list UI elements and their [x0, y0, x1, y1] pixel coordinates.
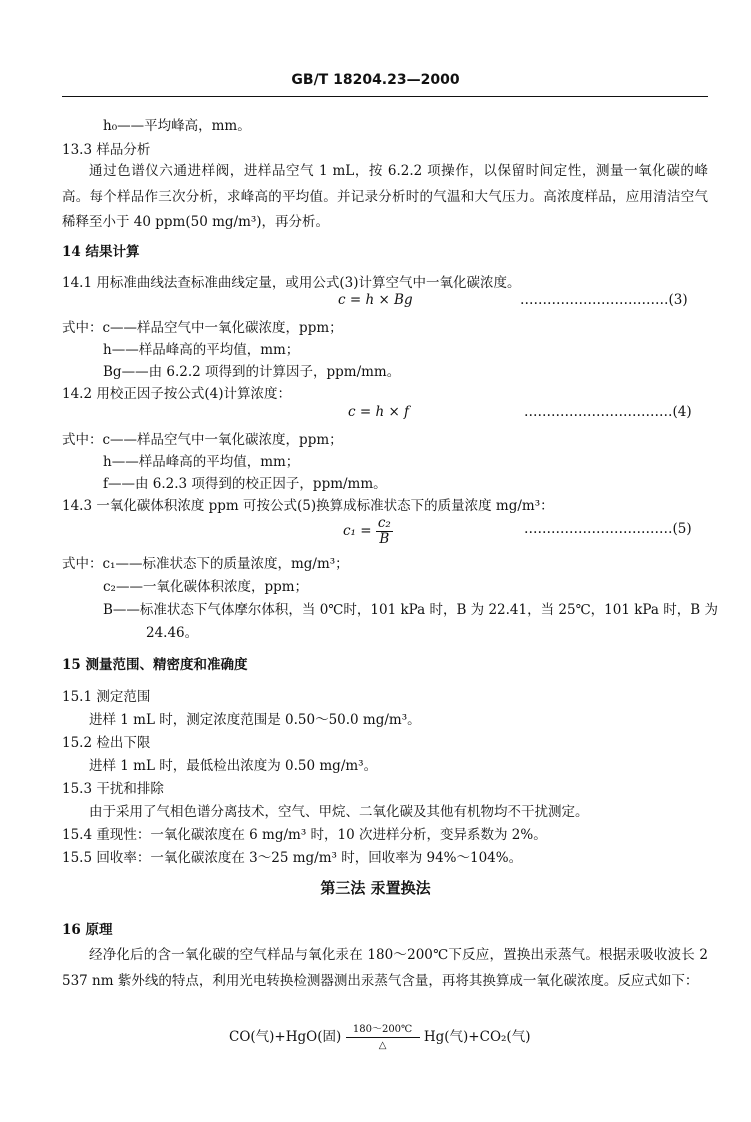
section-15-1: 15.1 测定范围 [62, 689, 151, 705]
standard-number-header: GB/T 18204.23—2000 [291, 72, 460, 88]
equation-3-number: ……………………………(3) [520, 292, 688, 308]
section-15-3-text: 由于采用了气相色谱分离技术，空气、甲烷、二氧化碳及其他有机物均不干扰测定。 [89, 804, 589, 820]
where-3-c: 式中：c——样品空气中一氧化碳浓度，ppm； [62, 320, 343, 336]
where-3-h: h——样品峰高的平均值，mm； [103, 342, 300, 358]
section-15-3: 15.3 干扰和排除 [62, 781, 164, 797]
equation-5 [343, 516, 393, 547]
where-4-f: f——由 6.2.3 项得到的校正因子，ppm/mm。 [103, 476, 387, 492]
section-13-3-paragraph: 通过色谱仪六通进样阀，进样品空气 1 mL，按 6.2.2 项操作，以保留时间定性，测量一氧化碳的峰高。每个样品作三次分析，求峰高的平均值。并记录分析时的气温和大气压力。高浓度样品，应用清洁空气稀释至小于 40 ppm(50 mg/m³)，再分析。 [62, 163, 708, 230]
section-13-3-title: 13.3 样品分析 [62, 142, 151, 158]
reaction-equation [229, 1022, 530, 1053]
section-16-paragraph: 经净化后的含一氧化碳的空气样品与氧化汞在 180～200℃下反应，置换出汞蒸气。根据汞吸收波长 2 537 nm 紫外线的特点，利用光电转换检测器测出汞蒸气含量，再将其换算成一氧化碳浓度。反应式如下： [62, 947, 708, 989]
where-4-h: h——样品峰高的平均值，mm； [103, 454, 300, 470]
header-rule [62, 96, 708, 97]
where-5-b: B——标准状态下气体摩尔体积，当 0℃时，101 kPa 时，B 为 22.41，当 25℃，101 kPa 时，B 为 [103, 602, 718, 618]
method-3-title: 第三法 汞置换法 [320, 879, 431, 897]
section-15-2-text: 进样 1 mL 时，最低检出浓度为 0.50 mg/m³。 [89, 758, 378, 774]
where-5-c1: 式中：c₁——标准状态下的质量浓度，mg/m³； [62, 556, 349, 572]
equation-5-fraction [376, 516, 393, 547]
reaction-condition [346, 1022, 420, 1053]
section-14-3: 14.3 一氧化碳体积浓度 ppm 可按公式(5)换算成标准状态下的质量浓度 mg/m³： [62, 498, 554, 514]
reaction-left: CO(气)+HgO(固) [229, 1029, 342, 1045]
section-15-4: 15.4 重现性：一氧化碳浓度在 6 mg/m³ 时，10 次进样分析，变异系数为 2%。 [62, 827, 547, 843]
section-15-5: 15.5 回收率：一氧化碳浓度在 3～25 mg/m³ 时，回收率为 94%～104%。 [62, 850, 523, 866]
section-15-title: 15 测量范围、精密度和准确度 [62, 657, 248, 673]
equation-5-numerator: c₂ [377, 515, 391, 531]
section-15-2: 15.2 检出下限 [62, 735, 151, 751]
equation-5-number: ……………………………(5) [524, 521, 692, 537]
equation-4: c = h × f [348, 404, 410, 420]
equation-3: c = h × Bg [338, 292, 413, 308]
section-14-1: 14.1 用标准曲线法查标准曲线定量，或用公式(3)计算空气中一氧化碳浓度。 [62, 275, 521, 291]
where-3-bg: Bg——由 6.2.2 项得到的计算因子，ppm/mm。 [103, 364, 401, 380]
section-14-title: 14 结果计算 [62, 244, 140, 260]
reaction-right: Hg(气)+CO₂(气) [423, 1029, 531, 1045]
equation-5-lhs: c₁ = [343, 523, 372, 539]
where-4-c: 式中：c——样品空气中一氧化碳浓度，ppm； [62, 432, 343, 448]
section-14-2: 14.2 用校正因子按公式(4)计算浓度： [62, 386, 291, 402]
equation-5-denominator: B [379, 531, 390, 547]
where-5-b-cont: 24.46。 [146, 625, 199, 641]
section-16-title: 16 原理 [62, 922, 113, 938]
reaction-condition-heat: △ [378, 1040, 387, 1051]
where-5-c2: c₂——一氧化碳体积浓度，ppm； [103, 579, 309, 595]
h0-definition: h₀——平均峰高，mm。 [103, 118, 251, 134]
section-15-1-text: 进样 1 mL 时，测定浓度范围是 0.50～50.0 mg/m³。 [89, 712, 421, 728]
reaction-condition-temp: 180～200℃ [346, 1022, 420, 1038]
equation-4-number: ……………………………(4) [524, 404, 692, 420]
